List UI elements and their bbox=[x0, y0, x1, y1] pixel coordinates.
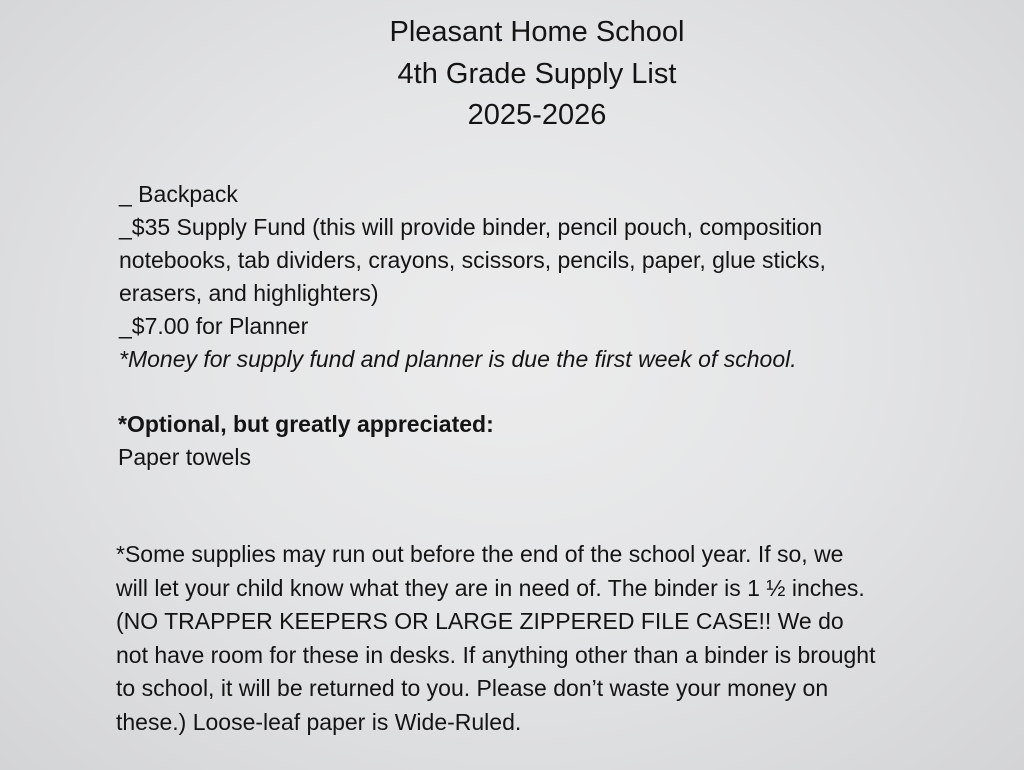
note-line: these.) Loose-leaf paper is Wide-Ruled. bbox=[116, 708, 522, 735]
item-supply-fund-line-2: notebooks, tab dividers, crayons, scissors, pencils, paper, glue sticks, bbox=[119, 247, 826, 273]
item-supply-fund-line-1: _$35 Supply Fund (this will provide binder, pencil pouch, composition bbox=[119, 214, 823, 240]
payment-due-note: *Money for supply fund and planner is due the first week of school. bbox=[119, 346, 797, 372]
note-line: not have room for these in desks. If anything other than a binder is brought bbox=[116, 641, 876, 668]
required-items-list bbox=[119, 178, 826, 376]
supplies-note bbox=[116, 538, 976, 740]
item-supply-fund-line-3: erasers, and highlighters) bbox=[119, 280, 379, 306]
optional-section bbox=[118, 408, 494, 474]
note-line: to school, it will be returned to you. Please don’t waste your money on bbox=[116, 675, 829, 702]
optional-heading: *Optional, but greatly appreciated: bbox=[118, 411, 494, 437]
list-title: 4th Grade Supply List bbox=[397, 57, 677, 90]
note-line: *Some supplies may run out before the end of the school year. If so, we bbox=[116, 541, 844, 567]
optional-item-paper-towels: Paper towels bbox=[118, 444, 251, 470]
note-line: will let your child know what they are in need of. The binder is 1 ½ inches. bbox=[116, 574, 865, 601]
school-year: 2025-2026 bbox=[467, 99, 607, 131]
note-line: (NO TRAPPER KEEPERS OR LARGE ZIPPERED FILE CASE!! We do bbox=[116, 608, 844, 635]
school-name: Pleasant Home School bbox=[389, 16, 685, 48]
item-planner: _$7.00 for Planner bbox=[119, 313, 309, 339]
document-header bbox=[0, 12, 1024, 137]
item-backpack: _ Backpack bbox=[119, 181, 238, 207]
